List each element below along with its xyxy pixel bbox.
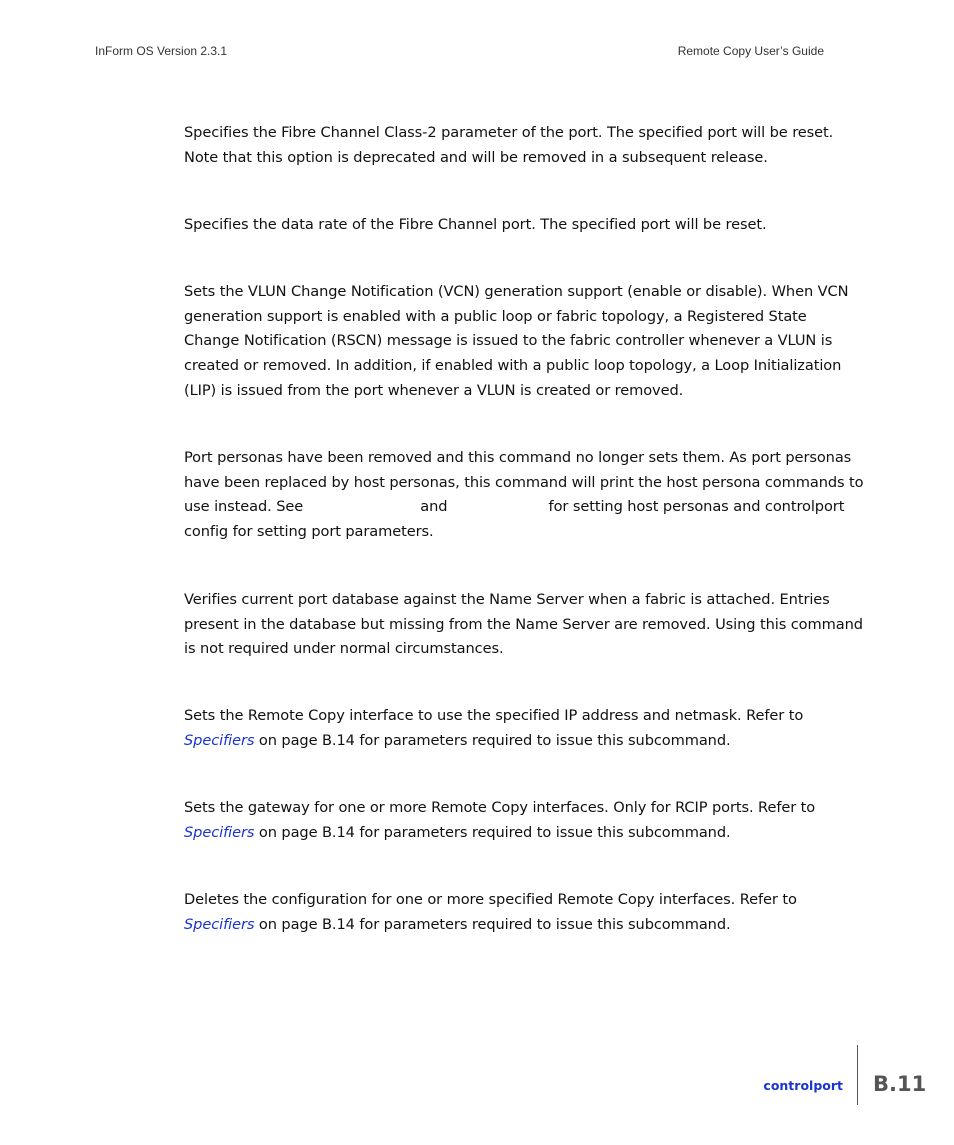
paragraph-text: Sets the VLUN Change Notification (VCN) generation support (enable or disable). When VCN generation support is enabled with a public loop or fabric topology, a Registered State Change Notification (RSCN) message is issued to the fabric controller whenever a VLUN is created or removed. In addition, if enabled with a public loop topology, a Loop Initialization (LIP) is issued from the port whenever a VLUN is created or removed. <box>184 283 849 399</box>
paragraph-text: Sets the Remote Copy interface to use the specified IP address and netmask. Refer to <box>184 707 804 724</box>
paragraph-rcip-delete <box>184 888 864 937</box>
paragraph-text: Sets the gateway for one or more Remote Copy interfaces. Only for RCIP ports. Refer to <box>184 799 816 816</box>
paragraph-text: for setting host personas and controlport config for setting port parameters. <box>184 498 845 541</box>
paragraph-vcn <box>184 280 864 404</box>
paragraph-rcip-address <box>184 704 864 753</box>
conjunction-text: and <box>420 498 448 516</box>
page-number: B.11 <box>873 1072 927 1096</box>
paragraph-text: Verifies current port database against the Name Server when a fabric is attached. Entries present in the database but missing from the Name Server are removed. Using this command is not required under normal circumstances. <box>184 591 863 658</box>
running-header-right: Remote Copy User’s Guide <box>677 44 824 58</box>
paragraph-text: Deletes the configuration for one or more specified Remote Copy interfaces. Refer to <box>184 891 797 908</box>
paragraph-text: on page B.14 for parameters required to issue this subcommand. <box>258 823 731 841</box>
specifiers-link[interactable]: Specifiers <box>184 731 255 749</box>
footer-section-link[interactable]: controlport <box>763 1078 843 1093</box>
paragraph-text: on page B.14 for parameters required to issue this subcommand. <box>258 915 731 933</box>
paragraph-text: Specifies the data rate of the Fibre Channel port. The specified port will be reset. <box>184 216 767 233</box>
paragraph-text: Specifies the Fibre Channel Class-2 parameter of the port. The specified port will be reset. Note that this option is deprecated and will be removed in a subsequent release. <box>184 124 834 166</box>
specifiers-link[interactable]: Specifiers <box>184 915 255 933</box>
paragraph-rate <box>184 213 864 238</box>
paragraph-rcip-gateway <box>184 796 864 845</box>
running-header-left: InForm OS Version 2.3.1 <box>95 44 228 58</box>
specifiers-link[interactable]: Specifiers <box>184 823 255 841</box>
paragraph-class2 <box>184 121 864 170</box>
paragraph-text: Port personas have been removed and this command no longer sets them. As port personas have been replaced by host personas, this command will print the host persona commands to use instead. See <box>184 449 864 516</box>
paragraph-persona <box>184 446 864 545</box>
paragraph-verify <box>184 588 864 662</box>
paragraph-text: on page B.14 for parameters required to issue this subcommand. <box>258 731 731 749</box>
footer-divider <box>857 1045 858 1105</box>
